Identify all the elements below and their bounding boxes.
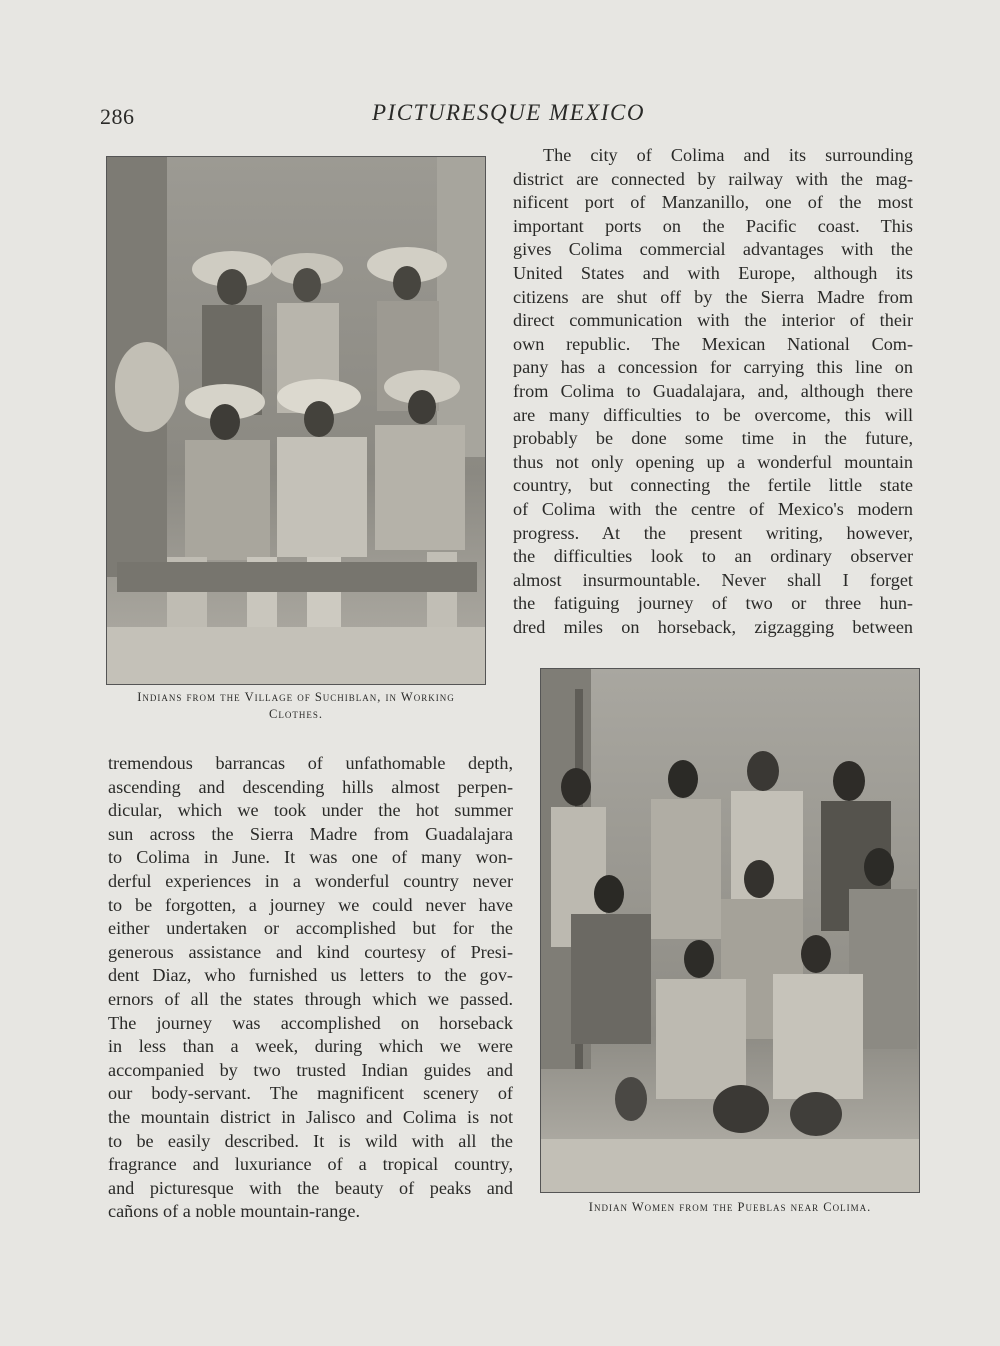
text-line: citizens are shut off by the Sierra Madre from bbox=[513, 286, 913, 307]
text-line: United States and with Europe, although its bbox=[513, 262, 913, 283]
photo-indian-men bbox=[106, 156, 486, 685]
text-line: are many difficulties to be overcome, this will bbox=[513, 404, 913, 425]
text-line: country, but connecting the fertile little state bbox=[513, 475, 913, 496]
caption-indian-men bbox=[110, 689, 482, 723]
text-line: ascending and descending hills almost perpen- bbox=[108, 776, 513, 797]
text-line: gives Colima commercial advantages with the bbox=[513, 239, 913, 260]
text-line: pany has a concession for carrying this line on bbox=[513, 357, 913, 378]
caption-line: Indian Women from the Pueblas near Colima. bbox=[588, 1200, 872, 1214]
text-line: dred miles on horseback, zigzagging between bbox=[513, 616, 913, 637]
text-line: the mountain district in Jalisco and Colima is not bbox=[108, 1106, 513, 1127]
photo-indian-women-image bbox=[541, 669, 919, 1192]
text-line: in less than a week, during which we were bbox=[108, 1036, 513, 1057]
text-line: our body-servant. The magnificent scenery of bbox=[108, 1083, 513, 1104]
body-text-left-column bbox=[108, 752, 513, 1224]
text-line: cañons of a noble mountain-range. bbox=[108, 1201, 361, 1222]
text-line: district are connected by railway with the mag- bbox=[513, 168, 913, 189]
text-line: from Colima to Guadalajara, and, although there bbox=[513, 380, 913, 401]
running-head: PICTURESQUE MEXICO bbox=[372, 100, 645, 125]
text-line: The journey was accomplished on horseback bbox=[108, 1012, 513, 1033]
text-line: accompanied by two trusted Indian guides and bbox=[108, 1059, 513, 1080]
text-line: the difficulties look to an ordinary observer bbox=[513, 546, 913, 567]
text-line: important ports on the Pacific coast. This bbox=[513, 215, 913, 236]
page-number: 286 bbox=[100, 104, 135, 129]
text-line: nificent port of Manzanillo, one of the most bbox=[513, 192, 913, 213]
text-line: either undertaken or accomplished but for the bbox=[108, 918, 513, 939]
text-line: own republic. The Mexican National Com- bbox=[513, 333, 913, 354]
text-line: the fatiguing journey of two or three hun- bbox=[513, 593, 913, 614]
text-line: sun across the Sierra Madre from Guadalajara bbox=[108, 823, 513, 844]
photo-indian-men-image bbox=[107, 157, 485, 684]
photo-indian-women bbox=[540, 668, 920, 1193]
text-line: fragrance and luxuriance of a tropical country, bbox=[108, 1154, 513, 1175]
text-line: derful experiences in a wonderful country never bbox=[108, 870, 513, 891]
body-text-right-column bbox=[513, 144, 913, 639]
text-line: to Colima in June. It was one of many won- bbox=[108, 847, 513, 868]
text-line: and picturesque with the beauty of peaks and bbox=[108, 1177, 513, 1198]
text-line: almost insurmountable. Never shall I forget bbox=[513, 569, 913, 590]
text-line: dent Diaz, who furnished us letters to the gov- bbox=[108, 965, 513, 986]
text-line: generous assistance and kind courtesy of Presi- bbox=[108, 941, 513, 962]
text-line: thus not only opening up a wonderful mountain bbox=[513, 451, 913, 472]
caption-line: Indians from the Village of Suchiblan, in Working bbox=[137, 690, 455, 704]
caption-indian-women bbox=[560, 1199, 900, 1216]
text-line: progress. At the present writing, however, bbox=[513, 522, 913, 543]
text-line: to be forgotten, a journey we could never have bbox=[108, 894, 513, 915]
text-line: of Colima with the centre of Mexico's modern bbox=[513, 498, 913, 519]
text-line: probably be done some time in the future, bbox=[513, 428, 913, 449]
text-line: dicular, which we took under the hot summer bbox=[108, 800, 513, 821]
text-line: to be easily described. It is wild with all the bbox=[108, 1130, 513, 1151]
caption-line: Clothes. bbox=[269, 707, 323, 721]
text-line: direct communication with the interior of their bbox=[513, 310, 913, 331]
text-line: ernors of all the states through which we passed. bbox=[108, 988, 513, 1009]
text-line: tremendous barrancas of unfathomable depth, bbox=[108, 753, 513, 773]
text-line: The city of Colima and its surrounding bbox=[543, 145, 913, 165]
